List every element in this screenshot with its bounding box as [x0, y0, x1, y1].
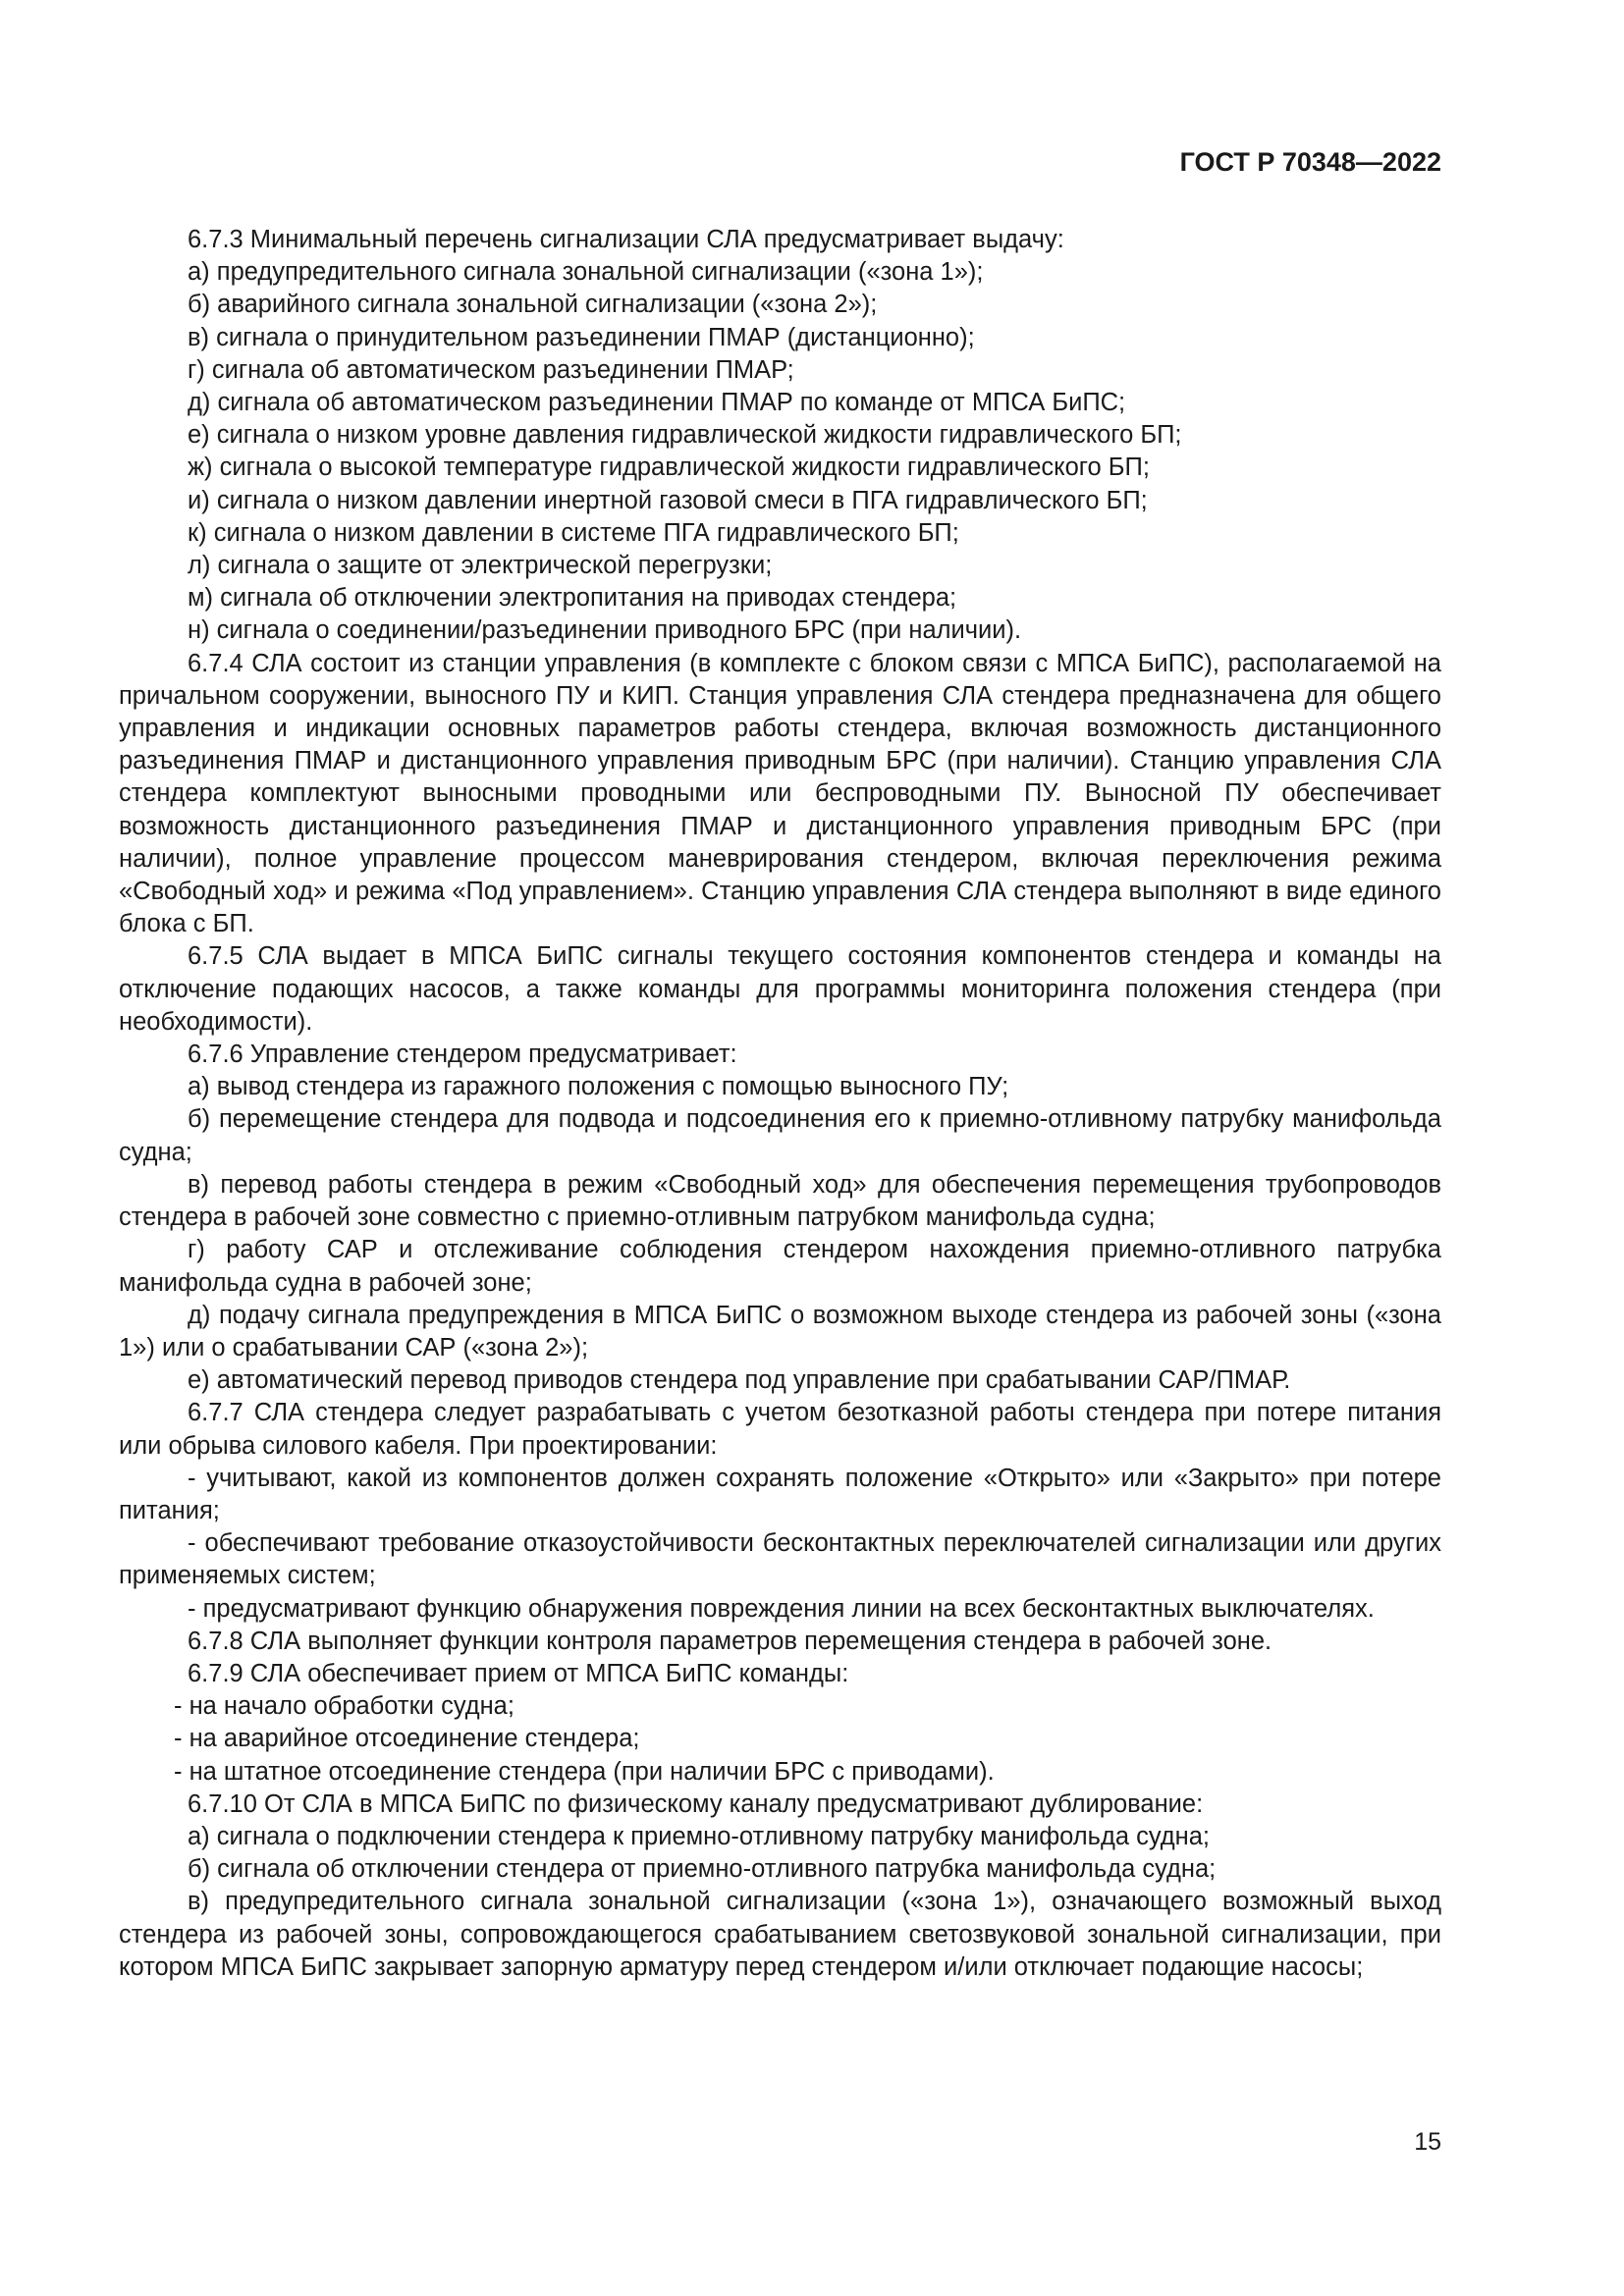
- paragraph: в) предупредительного сигнала зональной сигнализации («зона 1»), означающего возможный выход стендера из рабочей зоны, сопровождающегося срабатыванием светозвуковой зональной сигнализации, при котором МПСА БиПС закрывает запорную арматуру перед стендером и/или отключает подающие насосы;: [119, 1888, 1441, 1981]
- paragraph: м) сигнала об отключении электропитания на приводах стендера;: [188, 584, 957, 613]
- paragraph: ж) сигнала о высокой температуре гидравлической жидкости гидравлического БП;: [188, 454, 1150, 482]
- paragraph: б) сигнала об отключении стендера от приемно-отливного патрубка манифольда судна;: [188, 1855, 1217, 1884]
- paragraph: 6.7.9 СЛА обеспечивает прием от МПСА БиПС команды:: [188, 1659, 849, 1687]
- paragraph: е) автоматический перевод приводов стендера под управление при срабатывании САР/ПМАР.: [188, 1366, 1291, 1395]
- paragraph: - на начало обработки судна;: [174, 1692, 514, 1721]
- paragraph: г) работу САР и отслеживание соблюдения стендером нахождения приемно-отливного патрубка манифольда судна в рабочей зоне;: [119, 1236, 1441, 1297]
- paragraph: е) сигнала о низком уровне давления гидравлической жидкости гидравлического БП;: [188, 421, 1182, 450]
- paragraph: б) перемещение стендера для подвода и подсоединения его к приемно-отливному патрубку манифольда судна;: [119, 1105, 1441, 1166]
- paragraph: и) сигнала о низком давлении инертной газовой смеси в ПГА гидравлического БП;: [188, 486, 1148, 514]
- paragraph: - учитывают, какой из компонентов должен сохранять положение «Открыто» или «Закрыто» при потере питания;: [119, 1464, 1441, 1524]
- paragraph: - на штатное отсоединение стендера (при наличии БРС с приводами).: [174, 1757, 995, 1786]
- paragraph: в) сигнала о принудительном разъединении ПМАР (дистанционно);: [188, 323, 975, 351]
- page-number: 15: [1414, 2128, 1441, 2156]
- document-code: ГОСТ Р 70348—2022: [1179, 147, 1441, 177]
- paragraph: б) аварийного сигнала зональной сигнализации («зона 2»);: [188, 291, 878, 319]
- paragraph: д) подачу сигнала предупреждения в МПСА БиПС о возможном выходе стендера из рабочей зоны («зона 1») или о срабатывании САР («зона 2»);: [119, 1301, 1441, 1362]
- paragraph: в) перевод работы стендера в режим «Свободный ход» для обеспечения перемещения трубопроводов стендера в рабочей зоне совместно с приемно-отливным патрубком манифольда судна;: [119, 1170, 1441, 1232]
- paragraph: 6.7.7 СЛА стендера следует разрабатывать с учетом безотказной работы стендера при потере питания или обрыва силового кабеля. При проектировании:: [119, 1399, 1441, 1460]
- paragraph: л) сигнала о защите от электрической перегрузки;: [188, 552, 773, 580]
- paragraph: 6.7.5 СЛА выдает в МПСА БиПС сигналы текущего состояния компонентов стендера и команды на отключение подающих насосов, а также команды для программы мониторинга положения стендера (при необходимости).: [119, 942, 1441, 1036]
- paragraph: к) сигнала о низком давлении в системе ПГА гидравлического БП;: [188, 518, 959, 547]
- paragraph: а) предупредительного сигнала зональной сигнализации («зона 1»);: [188, 258, 984, 287]
- paragraph: - обеспечивают требование отказоустойчивости бесконтактных переключателей сигнализации или других применяемых систем;: [119, 1529, 1441, 1590]
- paragraph: а) вывод стендера из гаражного положения с помощью выносного ПУ;: [188, 1073, 1009, 1101]
- document-body: [119, 224, 1441, 1984]
- paragraph: 6.7.4 СЛА состоит из станции управления (в комплекте с блоком связи с МПСА БиПС), располагаемой на причальном сооружении, выносного ПУ и КИП. Станция управления СЛА стендера предназначена для общего управления и индикации основных параметров работы стендера, включая возможность дистанционного разъединения ПМАР и дистанционного управления приводным БРС (при наличии). Станцию управления СЛА стендера комплектуют выносными проводными или беспроводными ПУ. Выносной ПУ обеспечивает возможность дистанционного разъединения ПМАР и дистанционного управления приводным БРС (при наличии), полное управление процессом маневрирования стендером, включая переключения режима «Свободный ход» и режима «Под управлением». Станцию управления СЛА стендера выполняют в виде единого блока с БП.: [119, 649, 1441, 938]
- paragraph: 6.7.8 СЛА выполняет функции контроля параметров перемещения стендера в рабочей зоне.: [188, 1627, 1272, 1655]
- paragraph: 6.7.6 Управление стендером предусматривает:: [188, 1041, 737, 1069]
- paragraph: н) сигнала о соединении/разъединении приводного БРС (при наличии).: [188, 616, 1022, 645]
- paragraph: г) сигнала об автоматическом разъединении ПМАР;: [188, 355, 794, 384]
- paragraph: а) сигнала о подключении стендера к приемно-отливному патрубку манифольда судна;: [188, 1822, 1210, 1850]
- paragraph: д) сигнала об автоматическом разъединении ПМАР по команде от МПСА БиПС;: [188, 389, 1126, 417]
- paragraph: 6.7.10 От СЛА в МПСА БиПС по физическому каналу предусматривают дублирование:: [188, 1789, 1204, 1818]
- paragraph: - на аварийное отсоединение стендера;: [174, 1725, 640, 1753]
- paragraph: 6.7.3 Минимальный перечень сигнализации СЛА предусматривает выдачу:: [188, 226, 1064, 253]
- paragraph: - предусматривают функцию обнаружения повреждения линии на всех бесконтактных выключателях.: [188, 1594, 1375, 1623]
